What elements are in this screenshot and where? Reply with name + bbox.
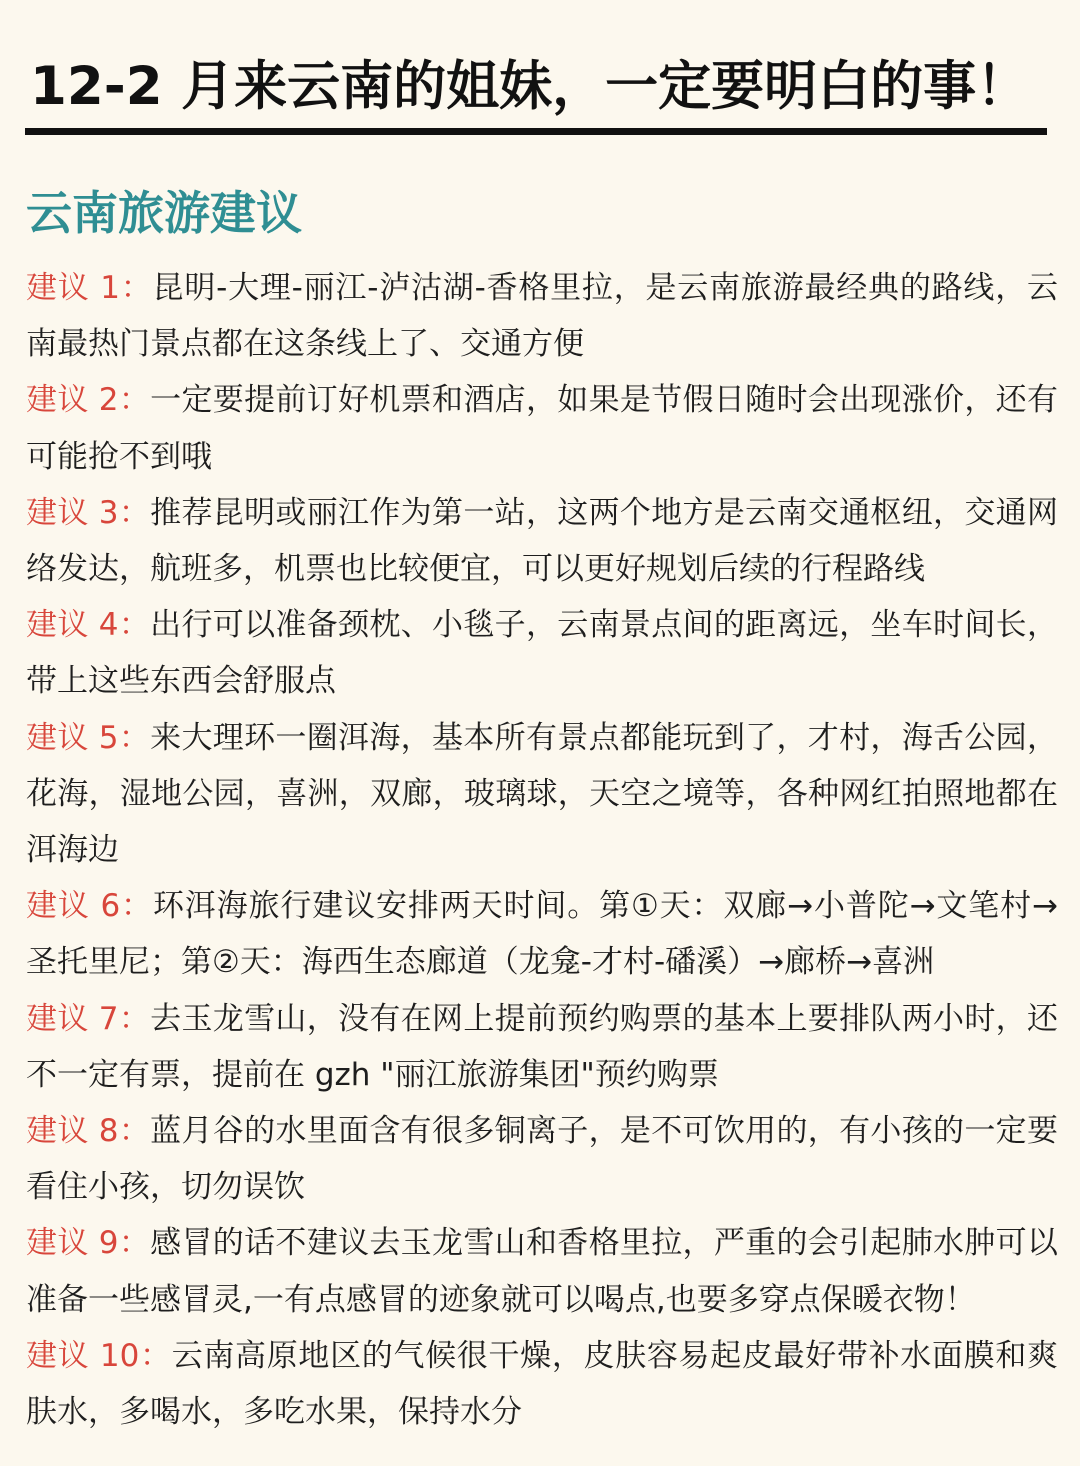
- tip-label: 建议 7：: [26, 1000, 151, 1037]
- tips-list: [26, 260, 1058, 1440]
- tip-text: 蓝月谷的水里面含有很多铜离子，是不可饮用的，有小孩的一定要看住小孩，切勿误饮: [26, 1113, 1058, 1206]
- tip-text: 一定要提前订好机票和酒店，如果是节假日随时会出现涨价，还有可能抢不到哦: [26, 382, 1058, 475]
- tip-item: [26, 597, 1058, 709]
- tip-text: 昆明-大理-丽江-泸沽湖-香格里拉，是云南旅游最经典的路线，云南最热门景点都在这条线上了、交通方便: [26, 270, 1058, 363]
- tip-item: [26, 710, 1058, 879]
- tip-item: [26, 878, 1058, 990]
- tip-text: 出行可以准备颈枕、小毯子，云南景点间的距离远，坐车时间长，带上这些东西会舒服点: [26, 607, 1058, 700]
- section-heading: 云南旅游建议: [26, 186, 302, 240]
- tip-item: [26, 1103, 1058, 1215]
- tip-label: 建议 8：: [26, 1113, 151, 1150]
- tip-label: 建议 10：: [26, 1337, 172, 1374]
- tip-label: 建议 4：: [26, 607, 151, 644]
- tip-text: 感冒的话不建议去玉龙雪山和香格里拉，严重的会引起肺水肿可以准备一些感冒灵,一有点感冒的迹象就可以喝点,也要多穿点保暖衣物！: [26, 1225, 1058, 1318]
- tip-label: 建议 5：: [26, 719, 151, 756]
- tip-item: [26, 1328, 1058, 1440]
- tip-text: 推荐昆明或丽江作为第一站，这两个地方是云南交通枢纽，交通网络发达，航班多，机票也比较便宜，可以更好规划后续的行程路线: [26, 494, 1058, 588]
- tip-item: [26, 372, 1058, 484]
- page-title: 12-2 月来云南的姐妹，一定要明白的事！: [30, 56, 1030, 117]
- title-underline: [25, 128, 1047, 135]
- tip-text: 来大理环一圈洱海，基本所有景点都能玩到了，才村，海舌公园，花海，湿地公园，喜洲，双廊，玻璃球，天空之境等，各种网红拍照地都在洱海边: [26, 719, 1058, 869]
- tip-item: [26, 1215, 1058, 1327]
- tip-item: [26, 260, 1058, 372]
- tip-text: 云南高原地区的气候很干燥，皮肤容易起皮最好带补水面膜和爽肤水，多喝水，多吃水果，保持水分: [26, 1337, 1058, 1431]
- tip-text: 去玉龙雪山，没有在网上提前预约购票的基本上要排队两小时，还不一定有票，提前在 gzh "丽江旅游集团"预约购票: [26, 1000, 1058, 1093]
- tip-item: [26, 485, 1058, 597]
- tip-text: 环洱海旅行建议安排两天时间。第①天：双廊→小普陀→文笔村→圣托里尼；第②天：海西生态廊道（龙龛-才村-磻溪）→廊桥→喜洲: [26, 888, 1059, 981]
- tip-label: 建议 6：: [26, 888, 153, 925]
- tip-label: 建议 2：: [26, 382, 151, 419]
- tip-label: 建议 9：: [26, 1225, 151, 1262]
- tip-label: 建议 3：: [26, 494, 151, 531]
- tip-label: 建议 1：: [26, 270, 153, 306]
- tip-item: [26, 991, 1058, 1103]
